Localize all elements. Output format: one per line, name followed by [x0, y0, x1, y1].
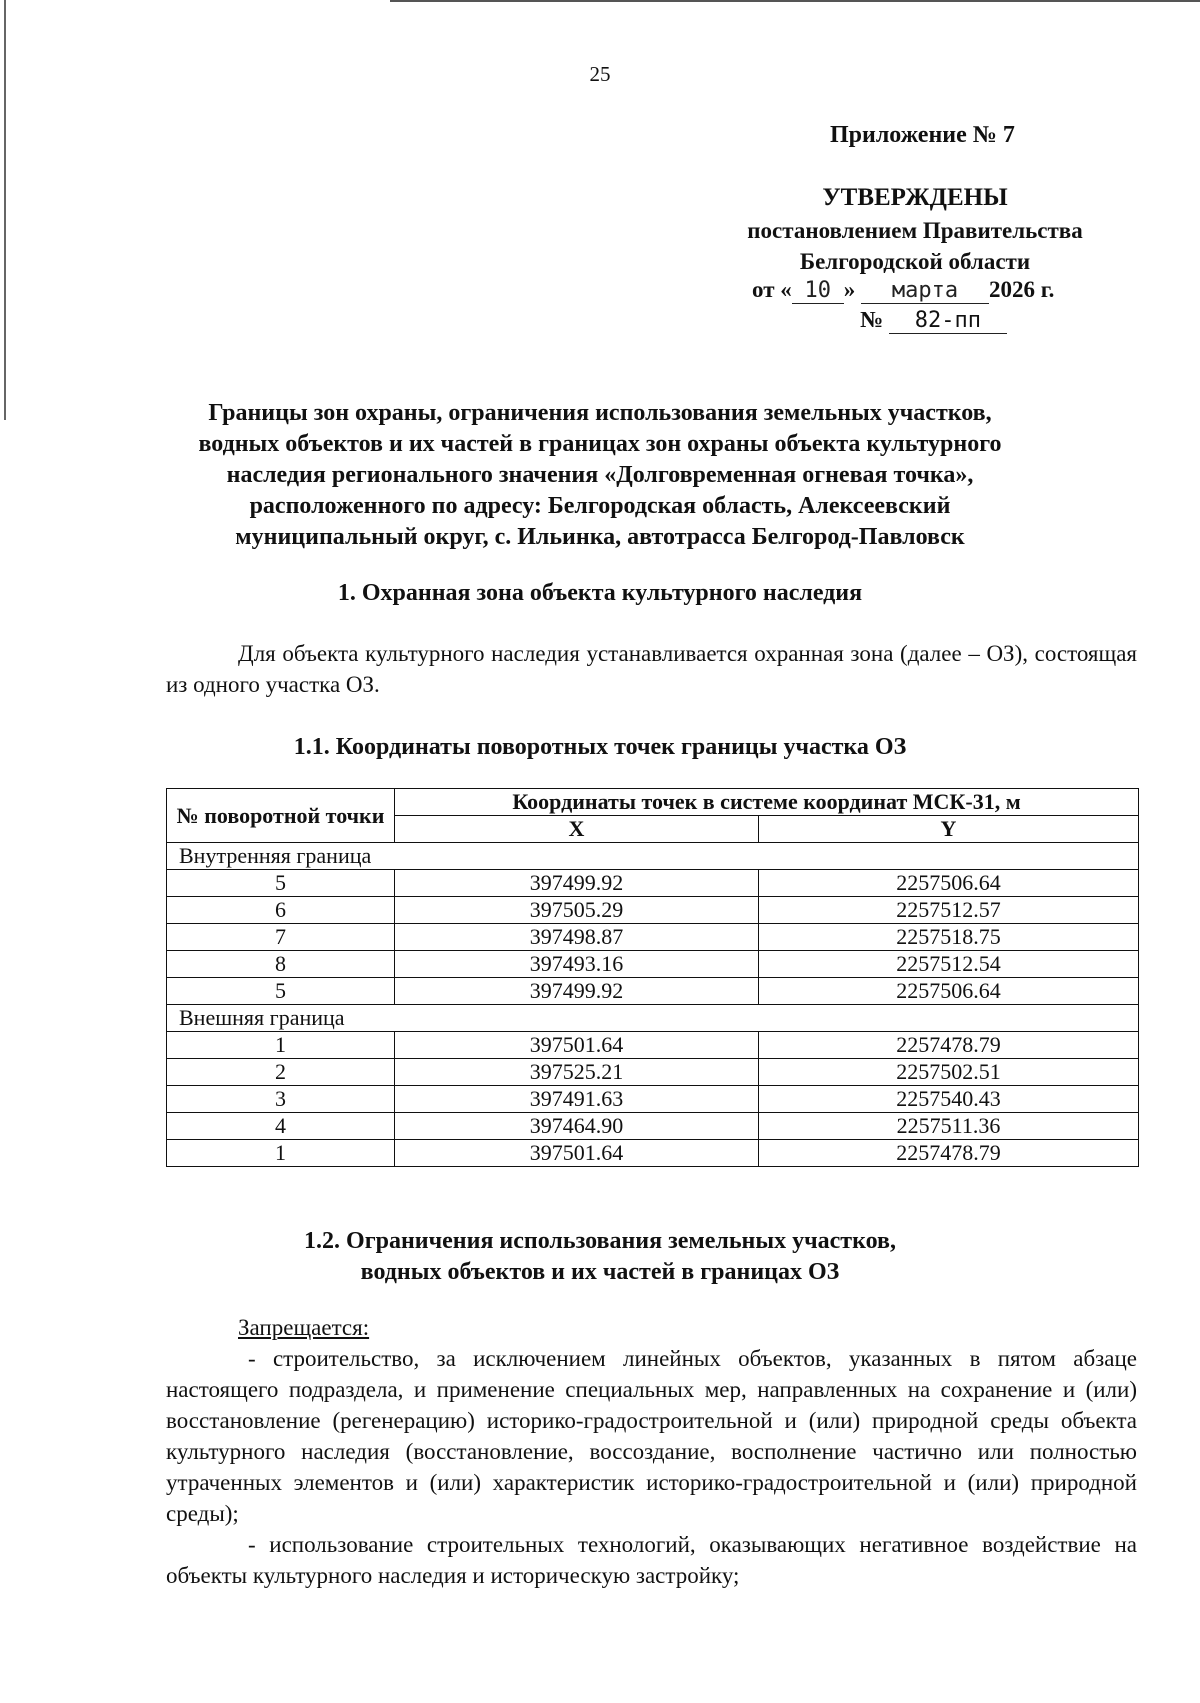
cell-x: 397501.64 — [395, 1032, 759, 1059]
cell-point: 3 — [167, 1086, 395, 1113]
decree-line: постановлением Правительства — [747, 218, 1083, 243]
cell-y: 2257511.36 — [759, 1113, 1139, 1140]
title-line: Границы зон охраны, ограничения использования земельных участков, — [208, 400, 992, 426]
cell-point: 5 — [167, 978, 395, 1005]
appendix-label: Приложение № 7 — [830, 122, 1015, 148]
table-row — [167, 951, 1139, 978]
cell-x: 397501.64 — [395, 1140, 759, 1167]
number-prefix: № — [860, 307, 884, 332]
title-line: водных объектов и их частей в границах зон охраны объекта культурного — [198, 431, 1002, 457]
cell-y: 2257478.79 — [759, 1140, 1139, 1167]
cell-x: 397464.90 — [395, 1113, 759, 1140]
cell-x: 397505.29 — [395, 897, 759, 924]
table-row — [167, 1059, 1139, 1086]
cell-point: 1 — [167, 1032, 395, 1059]
heading-line: водных объектов и их частей в границах ОЗ — [360, 1259, 840, 1285]
cell-point: 5 — [167, 870, 395, 897]
cell-y: 2257512.54 — [759, 951, 1139, 978]
cell-x: 397499.92 — [395, 870, 759, 897]
cell-y: 2257506.64 — [759, 978, 1139, 1005]
title-line: наследия регионального значения «Долговременная огневая точка», — [226, 462, 974, 488]
page-number: 25 — [589, 62, 611, 86]
restriction-item: - строительство, за исключением линейных объектов, указанных в пятом абзаце настоящего подраздела, и применение специальных мер, направленных на сохранение и (или) восстановление (регенерацию) историко-градостроительной и (или) природной среды объекта культурного наследия (восстановление, воссоздание, восполнение частично или полностью утраченных элементов и (или) характеристик историко-градостроительной и (или) природной среды); — [166, 1346, 1137, 1526]
table-row — [167, 978, 1139, 1005]
date-prefix: от « — [752, 277, 792, 302]
title-line: муниципальный округ, с. Ильинка, автотрасса Белгород-Павловск — [235, 524, 965, 550]
decree-number-line — [860, 307, 1007, 334]
cell-y: 2257506.64 — [759, 870, 1139, 897]
prohibited-text: Запрещается: — [238, 1315, 370, 1340]
restriction-item: - использование строительных технологий, оказывающих негативное воздействие на объекты культурного наследия и историческую застройку; — [166, 1532, 1137, 1588]
decree-date-line — [752, 277, 1054, 304]
table-row — [167, 924, 1139, 951]
decree-number: 82-пп — [889, 308, 1007, 334]
cell-y: 2257518.75 — [759, 924, 1139, 951]
date-day: 10 — [792, 278, 844, 304]
cell-y: 2257540.43 — [759, 1086, 1139, 1113]
table-row — [167, 1113, 1139, 1140]
date-month: марта — [861, 278, 989, 304]
col-x-header: X — [395, 816, 759, 843]
section-1-2-body — [166, 1312, 1137, 1591]
section-1-paragraph — [166, 638, 1137, 700]
approved-stamp-title: УТВЕРЖДЕНЫ — [822, 184, 1008, 211]
paragraph-text: Для объекта культурного наследия устанавливается охранная зона (далее – ОЗ), состоящая из одного участка ОЗ. — [166, 641, 1137, 697]
cell-x: 397499.92 — [395, 978, 759, 1005]
heading-line: 1.2. Ограничения использования земельных участков, — [304, 1228, 896, 1254]
cell-y: 2257478.79 — [759, 1032, 1139, 1059]
group-row — [167, 1005, 1139, 1032]
date-mid: » — [843, 277, 856, 302]
cell-point: 7 — [167, 924, 395, 951]
group-label-inner: Внутренняя граница — [167, 843, 1139, 870]
section-1-1-heading: 1.1. Координаты поворотных точек границы участка ОЗ — [293, 734, 907, 760]
scan-edge-line — [390, 0, 1200, 2]
cell-point: 2 — [167, 1059, 395, 1086]
table-row — [167, 897, 1139, 924]
coordinates-table — [166, 788, 1139, 1167]
cell-x: 397498.87 — [395, 924, 759, 951]
group-row — [167, 843, 1139, 870]
date-year: 2026 г. — [989, 277, 1055, 302]
section-1-heading: 1. Охранная зона объекта культурного наследия — [337, 580, 863, 606]
cell-point: 1 — [167, 1140, 395, 1167]
table-row — [167, 1032, 1139, 1059]
group-label-outer: Внешняя граница — [167, 1005, 1139, 1032]
table-row — [167, 1140, 1139, 1167]
table-header-row — [167, 789, 1139, 816]
title-line: расположенного по адресу: Белгородская область, Алексеевский — [249, 493, 951, 519]
cell-x: 397525.21 — [395, 1059, 759, 1086]
cell-x: 397493.16 — [395, 951, 759, 978]
region-line: Белгородской области — [799, 249, 1031, 274]
cell-point: 8 — [167, 951, 395, 978]
section-1-2-heading — [0, 1226, 1200, 1288]
prohibited-label — [166, 1312, 1137, 1343]
cell-y: 2257512.57 — [759, 897, 1139, 924]
cell-point: 6 — [167, 897, 395, 924]
col-coords-header: Координаты точек в системе координат МСК-31, м — [395, 789, 1139, 816]
table-row — [167, 870, 1139, 897]
cell-y: 2257502.51 — [759, 1059, 1139, 1086]
cell-point: 4 — [167, 1113, 395, 1140]
table-row — [167, 1086, 1139, 1113]
cell-x: 397491.63 — [395, 1086, 759, 1113]
col-point-header: № поворотной точки — [167, 789, 395, 843]
document-title — [150, 398, 1050, 553]
col-y-header: Y — [759, 816, 1139, 843]
